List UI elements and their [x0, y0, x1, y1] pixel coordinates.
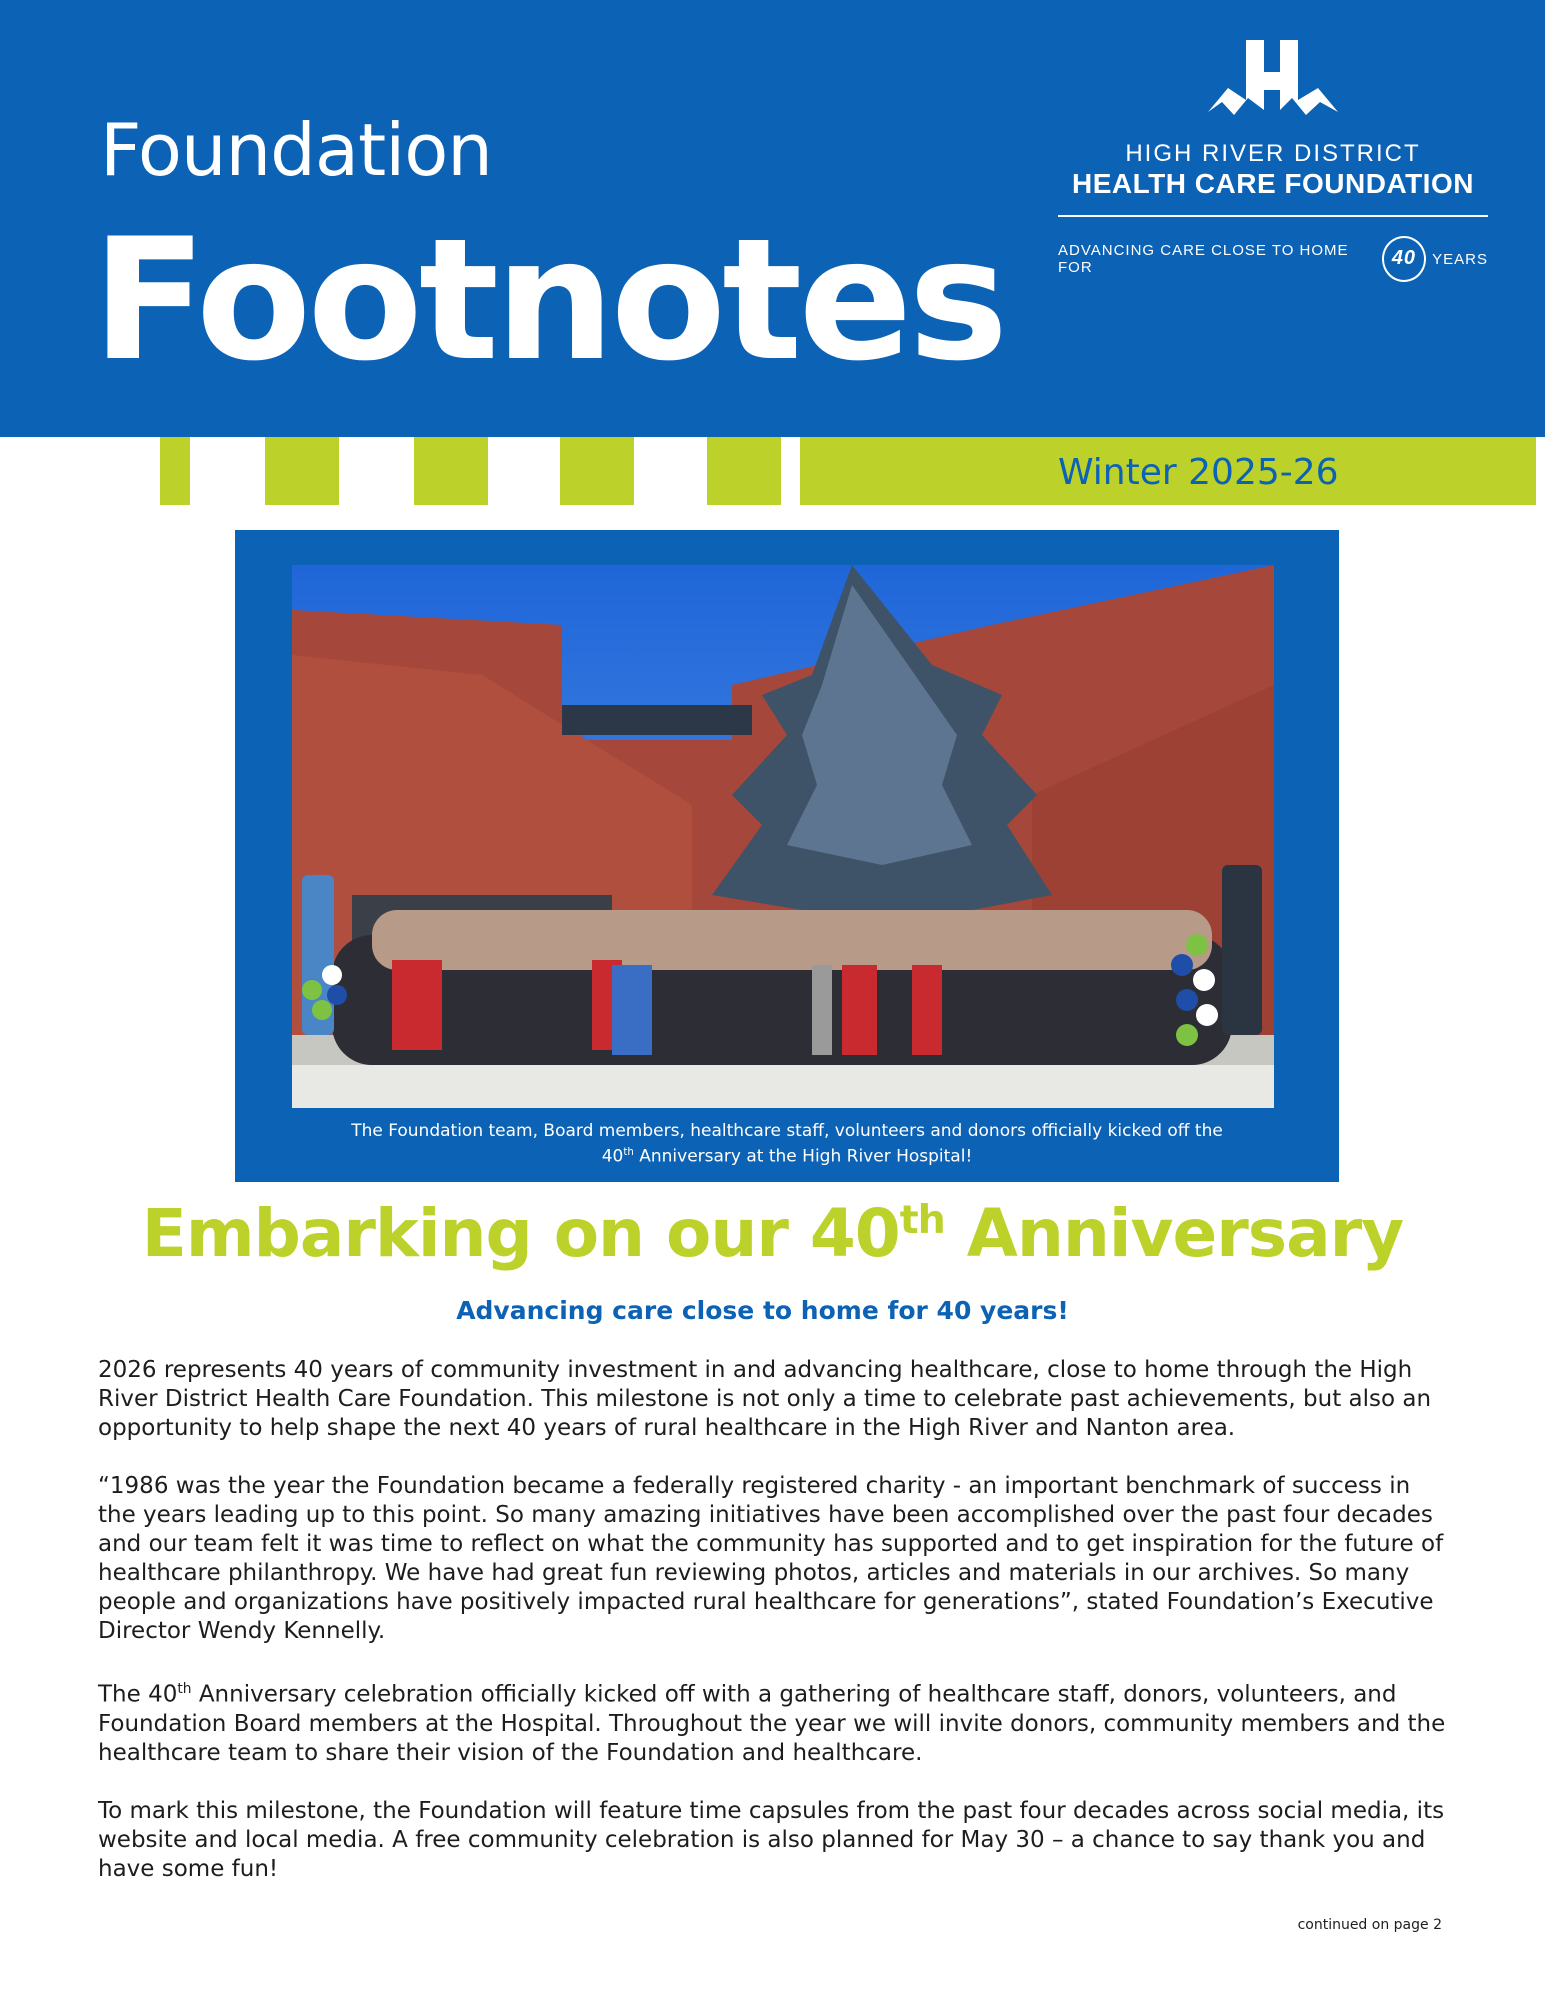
logo-tagline-pre: ADVANCING CARE CLOSE TO HOME FOR: [1058, 242, 1349, 276]
p3-ordinal: th: [177, 1681, 192, 1697]
headline-post: Anniversary: [944, 1195, 1404, 1272]
headline-ordinal: th: [899, 1197, 945, 1243]
stripe-block: [265, 437, 339, 505]
stripe-block: [707, 437, 781, 505]
foundation-logo: [1058, 40, 1488, 280]
photo-caption: [265, 1120, 1309, 1168]
stripe-block: [160, 437, 190, 505]
logo-tagline: [1058, 236, 1488, 282]
continued-note: continued on page 2: [1297, 1917, 1442, 1933]
body-paragraph: “1986 was the year the Foundation became a federally registered charity - an important benchmark of success in the years leading up to this point. So many amazing initiatives have been accomplished over the past four decades and our team felt it was time to reflect on what the community has supported and to get inspiration for the future of healthcare philanthropy. We have had great fun reviewing photos, articles and materials in our archives. So many people and organizations have positively impacted rural healthcare for generations”, stated Foundation’s Executive Director Wendy Kennelly.: [98, 1473, 1444, 1644]
p3-pre: The 40: [98, 1681, 178, 1708]
headline-pre: Embarking on our 40: [141, 1195, 900, 1272]
logo-divider: [1058, 215, 1488, 217]
group-photo-image: [292, 565, 1274, 1108]
mountain-h-logo-icon: [1208, 40, 1338, 135]
issue-date: Winter 2025-26: [1058, 452, 1339, 493]
caption-line2: Anniversary at the High River Hospital!: [633, 1146, 973, 1167]
article-body: [98, 1356, 1450, 1913]
masthead: [0, 0, 1545, 437]
anniversary-40-badge-icon: 40: [1382, 236, 1426, 282]
logo-line2: HEALTH CARE FOUNDATION: [1072, 168, 1474, 199]
body-paragraph: To mark this milestone, the Foundation will feature time capsules from the past four decades across social media, its website and local media. A free community celebration is also planned for May 30 – a chance to say thank you and have some fun!: [98, 1797, 1445, 1882]
stripe-block: [560, 437, 634, 505]
masthead-title: Footnotes: [92, 202, 1005, 398]
p3-post: Anniversary celebration officially kicked off with a gathering of healthcare staff, donors, volunteers, and Foundation Board members at the Hospital. Throughout the year we will invite donors, community members and the healthcare team to share their vision of the Foundation and healthcare.: [98, 1681, 1446, 1766]
caption-ordinal: th: [623, 1147, 634, 1158]
logo-line1: HIGH RIVER DISTRICT: [1125, 140, 1421, 167]
photo-scene: [292, 565, 1274, 1108]
body-paragraph: 2026 represents 40 years of community investment in and advancing healthcare, close to home through the High River District Health Care Foundation. This milestone is not only a time to celebrate past achievements, but also an opportunity to help shape the next 40 years of rural healthcare in the High River and Nanton area.: [98, 1357, 1432, 1441]
caption-line1: The Foundation team, Board members, healthcare staff, volunteers and donors officially kicked off the: [351, 1121, 1223, 1141]
masthead-title-small: Foundation: [100, 108, 492, 192]
logo-tagline-post: YEARS: [1432, 250, 1488, 268]
caption-number: 40: [601, 1146, 624, 1167]
stripe-block: [414, 437, 488, 505]
article-subhead: Advancing care close to home for 40 years!: [456, 1296, 1069, 1325]
feature-photo-frame: [235, 530, 1339, 1182]
body-paragraph: [98, 1675, 1450, 1768]
article-headline: [0, 1195, 1545, 1272]
